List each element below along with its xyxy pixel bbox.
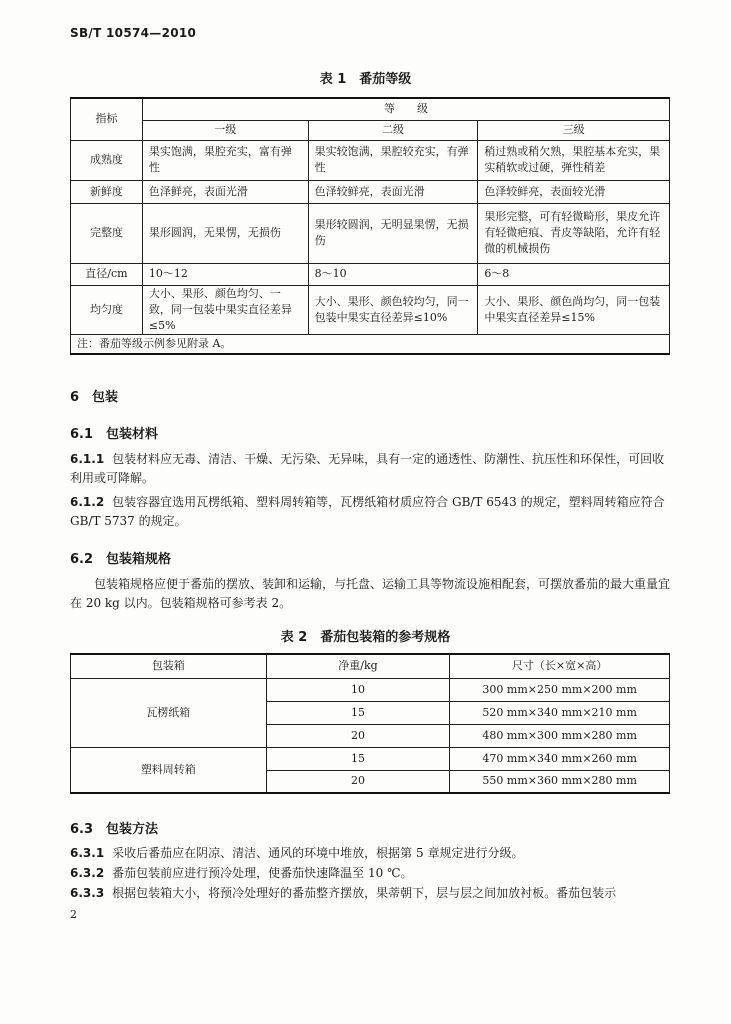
table-cell: 300 mm×250 mm×200 mm <box>450 678 670 701</box>
clause-6-3-2 <box>70 864 674 883</box>
table-row <box>71 140 670 180</box>
clause-6-3-1 <box>70 844 674 863</box>
table-cell: 550 mm×360 mm×280 mm <box>450 770 670 793</box>
row-label: 直径/cm <box>71 263 143 285</box>
table-cell: 大小、果形、颜色较均匀，同一包装中果实直径差异≤10% <box>308 285 478 334</box>
table-cell: 果形完整，可有轻微畸形，果皮允许有轻微疤痕、青皮等缺陷，允许有轻微的机械损伤 <box>478 203 670 263</box>
table-row <box>71 180 670 203</box>
row-label: 均匀度 <box>71 285 143 334</box>
header-grade-1: 一级 <box>142 120 308 140</box>
section-6-2-title: 6.2 包装箱规格 <box>70 552 172 567</box>
table-cell: 果实较饱满，果腔较充实，有弹性 <box>308 140 478 180</box>
table-cell: 果形圆润，无果愣，无损伤 <box>142 203 308 263</box>
clause-6-1-1 <box>70 450 674 488</box>
table-row <box>71 678 670 701</box>
table-cell: 480 mm×300 mm×280 mm <box>450 724 670 747</box>
header-grade-2: 二级 <box>308 120 478 140</box>
header-grade-3: 三级 <box>478 120 670 140</box>
clause-number: 6.3.2 <box>70 866 105 880</box>
row-label: 完整度 <box>71 203 143 263</box>
clause-number: 6.3.1 <box>70 846 105 860</box>
section-6-1-title: 6.1 包装材料 <box>70 427 159 442</box>
clause-text: 根据包装箱大小，将预冷处理好的番茄整齐摆放，果蒂朝下，层与层之间加放衬板。番茄包装示 <box>112 886 617 900</box>
section-6-title: 6 包装 <box>70 390 119 405</box>
table-cell: 果形较圆润，无明显果愣，无损伤 <box>308 203 478 263</box>
header-size: 尺寸（长×宽×高） <box>450 654 670 678</box>
clause-text: 包装容器宜选用瓦楞纸箱、塑料周转箱等，瓦楞纸箱材质应符合 GB/T 6543 的规定，塑料周转箱应符合 GB/T 5737 的规定。 <box>70 495 665 528</box>
table-cell: 色泽较鲜亮，表面光滑 <box>308 180 478 203</box>
table-cell: 色泽鲜亮，表面光滑 <box>142 180 308 203</box>
table-cell: 大小、果形、颜色尚均匀，同一包装中果实直径差异≤15% <box>478 285 670 334</box>
table-cell: 6～8 <box>478 263 670 285</box>
table-cell: 10～12 <box>142 263 308 285</box>
standard-code: SB/T 10574—2010 <box>70 26 197 40</box>
table-cell: 10 <box>266 678 450 701</box>
packaging-spec-table <box>70 653 670 794</box>
table2-caption: 表 2 番茄包装箱的参考规格 <box>280 630 451 645</box>
table-cell: 稍过熟或稍欠熟，果腔基本充实，果实稍软或过硬，弹性稍差 <box>478 140 670 180</box>
clause-6-3-3 <box>70 884 674 903</box>
box-type: 塑料周转箱 <box>71 747 267 793</box>
table-row <box>71 263 670 285</box>
section-6-2-text: 包装箱规格应便于番茄的摆放、装卸和运输，与托盘、运输工具等物流设施相配套，可摆放番茄的最大重量宜在 20 kg 以内。包装箱规格可参考表 2。 <box>70 577 671 610</box>
row-label: 成熟度 <box>71 140 143 180</box>
header-grade: 等 级 <box>142 98 669 120</box>
clause-number: 6.1.1 <box>70 452 105 466</box>
clause-number: 6.3.3 <box>70 886 105 900</box>
table-cell: 20 <box>266 770 450 793</box>
clause-number: 6.1.2 <box>70 495 105 509</box>
table-cell: 15 <box>266 701 450 724</box>
table-cell: 15 <box>266 747 450 770</box>
table-cell: 8～10 <box>308 263 478 285</box>
table1-caption: 表 1 番茄等级 <box>319 72 412 87</box>
table-cell: 大小、果形、颜色均匀、一致，同一包装中果实直径差异≤5% <box>142 285 308 334</box>
clause-text: 番茄包装前应进行预冷处理，使番茄快速降温至 10 ℃。 <box>112 866 413 880</box>
section-6-3-title: 6.3 包装方法 <box>70 822 159 837</box>
grade-table <box>70 97 670 355</box>
table-cell: 色泽较鲜亮，表面较光滑 <box>478 180 670 203</box>
clause-text: 采收后番茄应在阴凉、清洁、通风的环境中堆放，根据第 5 章规定进行分级。 <box>112 846 524 860</box>
table-cell: 470 mm×340 mm×260 mm <box>450 747 670 770</box>
row-label: 新鲜度 <box>71 180 143 203</box>
header-indicator: 指标 <box>71 98 143 140</box>
page-number: 2 <box>70 908 77 921</box>
table-cell: 果实饱满，果腔充实，富有弹性 <box>142 140 308 180</box>
header-box: 包装箱 <box>71 654 267 678</box>
table-row <box>71 747 670 770</box>
box-type: 瓦楞纸箱 <box>71 678 267 747</box>
clause-6-1-2 <box>70 493 674 531</box>
clause-text: 包装材料应无毒、清洁、干燥、无污染、无异味，具有一定的通透性、防潮性、抗压性和环保性，可回收利用或可降解。 <box>70 452 665 485</box>
table-row <box>71 285 670 334</box>
table-cell: 520 mm×340 mm×210 mm <box>450 701 670 724</box>
table-note: 注：番茄等级示例参见附录 A。 <box>71 334 670 354</box>
header-weight: 净重/kg <box>266 654 450 678</box>
table-cell: 20 <box>266 724 450 747</box>
table-row <box>71 203 670 263</box>
